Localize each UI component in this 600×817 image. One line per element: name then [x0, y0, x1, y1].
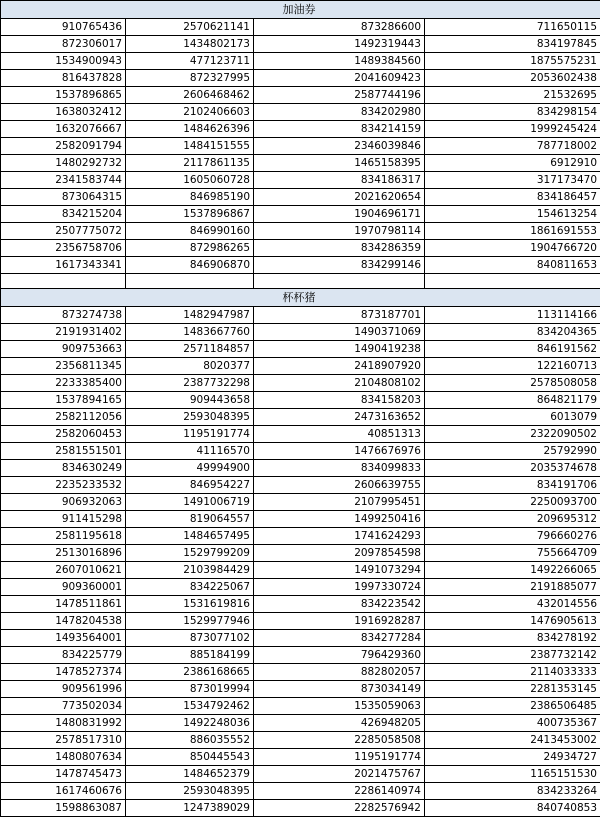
- table-cell[interactable]: 873274738: [1, 307, 126, 324]
- table-row: [1, 307, 600, 324]
- table-cell[interactable]: 834233264: [425, 783, 600, 800]
- table-cell[interactable]: 1535059063: [254, 698, 425, 715]
- table-cell[interactable]: 2507775072: [1, 223, 126, 240]
- table-row: [1, 104, 600, 121]
- section-title[interactable]: 加油券: [1, 1, 600, 19]
- table-row: [1, 223, 600, 240]
- table-cell[interactable]: 796429360: [254, 647, 425, 664]
- table-cell[interactable]: 1482947987: [126, 307, 254, 324]
- table-cell[interactable]: 1499250416: [254, 511, 425, 528]
- table-row: [1, 121, 600, 138]
- table-row: [1, 681, 600, 698]
- table-cell[interactable]: 1999245424: [425, 121, 600, 138]
- table-row: [1, 87, 600, 104]
- table-cell[interactable]: 1478204538: [1, 613, 126, 630]
- table-cell[interactable]: 400735367: [425, 715, 600, 732]
- table-cell[interactable]: 2103984429: [126, 562, 254, 579]
- table-row: [1, 698, 600, 715]
- table-cell[interactable]: 1492248036: [126, 715, 254, 732]
- table-cell[interactable]: 834186317: [254, 172, 425, 189]
- table-cell[interactable]: 846990160: [126, 223, 254, 240]
- table-cell[interactable]: 2233385400: [1, 375, 126, 392]
- table-cell[interactable]: 2356811345: [1, 358, 126, 375]
- table-cell[interactable]: 1480807634: [1, 749, 126, 766]
- table-cell[interactable]: 2191931402: [1, 324, 126, 341]
- table-row: [1, 138, 600, 155]
- table-cell[interactable]: 834099833: [254, 460, 425, 477]
- table-cell[interactable]: 2102406603: [126, 104, 254, 121]
- table-cell[interactable]: 840811653: [425, 257, 600, 274]
- table-cell[interactable]: 834278192: [425, 630, 600, 647]
- blank-row: [1, 274, 600, 289]
- table-row: [1, 647, 600, 664]
- table-cell[interactable]: 864821179: [425, 392, 600, 409]
- table-cell[interactable]: 1490371069: [254, 324, 425, 341]
- table-row: [1, 664, 600, 681]
- table-cell[interactable]: 2607010621: [1, 562, 126, 579]
- table-row: [1, 596, 600, 613]
- table-cell[interactable]: 909753663: [1, 341, 126, 358]
- table-cell[interactable]: 2281353145: [425, 681, 600, 698]
- table-cell[interactable]: 2035374678: [425, 460, 600, 477]
- section-header-row: [1, 1, 600, 19]
- table-cell[interactable]: 1478511861: [1, 596, 126, 613]
- table-cell[interactable]: 1741624293: [254, 528, 425, 545]
- table-cell[interactable]: 113114166: [425, 307, 600, 324]
- table-cell[interactable]: 2041609423: [254, 70, 425, 87]
- table-cell[interactable]: 2285058508: [254, 732, 425, 749]
- table-cell[interactable]: 886035552: [126, 732, 254, 749]
- table-cell[interactable]: 711650115: [425, 19, 600, 36]
- table-cell[interactable]: 911415298: [1, 511, 126, 528]
- table-cell[interactable]: 40851313: [254, 426, 425, 443]
- table-cell[interactable]: 2250093700: [425, 494, 600, 511]
- section-header-row: [1, 289, 600, 307]
- table-cell[interactable]: 2117861135: [126, 155, 254, 172]
- table-row: [1, 155, 600, 172]
- table-cell[interactable]: 1537894165: [1, 392, 126, 409]
- table-row: [1, 749, 600, 766]
- table-cell[interactable]: 1617343341: [1, 257, 126, 274]
- table-cell[interactable]: 873034149: [254, 681, 425, 698]
- table-cell[interactable]: 8020377: [126, 358, 254, 375]
- table-cell[interactable]: 41116570: [126, 443, 254, 460]
- table-cell[interactable]: 909561996: [1, 681, 126, 698]
- table-cell[interactable]: 2593048395: [126, 409, 254, 426]
- table-cell[interactable]: 1534900943: [1, 53, 126, 70]
- table-cell[interactable]: 2282576942: [254, 800, 425, 817]
- table-row: [1, 240, 600, 257]
- table-cell[interactable]: 2386506485: [425, 698, 600, 715]
- table-cell[interactable]: 816437828: [1, 70, 126, 87]
- table-row: [1, 545, 600, 562]
- table-cell[interactable]: 872327995: [126, 70, 254, 87]
- table-cell[interactable]: 2356758706: [1, 240, 126, 257]
- table-row: [1, 189, 600, 206]
- table-cell[interactable]: 834197845: [425, 36, 600, 53]
- table-cell[interactable]: 2021475767: [254, 766, 425, 783]
- table-cell[interactable]: 2104808102: [254, 375, 425, 392]
- table-cell[interactable]: 2582060453: [1, 426, 126, 443]
- table-row: [1, 460, 600, 477]
- table-cell[interactable]: 2286140974: [254, 783, 425, 800]
- table-cell[interactable]: 1484652379: [126, 766, 254, 783]
- table-row: [1, 494, 600, 511]
- empty-cell[interactable]: [254, 274, 425, 289]
- table-cell[interactable]: 1492266065: [425, 562, 600, 579]
- table-cell[interactable]: 2107995451: [254, 494, 425, 511]
- table-cell[interactable]: 2578517310: [1, 732, 126, 749]
- table-cell[interactable]: 846985190: [126, 189, 254, 206]
- table-cell[interactable]: 2346039846: [254, 138, 425, 155]
- table-cell[interactable]: 1537896865: [1, 87, 126, 104]
- table-cell[interactable]: 2582112056: [1, 409, 126, 426]
- table-cell[interactable]: 873019994: [126, 681, 254, 698]
- table-cell[interactable]: 885184199: [126, 647, 254, 664]
- table-cell[interactable]: 834299146: [254, 257, 425, 274]
- table-cell[interactable]: 1531619816: [126, 596, 254, 613]
- table-cell[interactable]: 1489384560: [254, 53, 425, 70]
- table-cell[interactable]: 2114033333: [425, 664, 600, 681]
- table-cell[interactable]: 909443658: [126, 392, 254, 409]
- table-cell[interactable]: 154613254: [425, 206, 600, 223]
- table-cell[interactable]: 1529799209: [126, 545, 254, 562]
- table-row: [1, 511, 600, 528]
- table-row: [1, 528, 600, 545]
- table-cell[interactable]: 432014556: [425, 596, 600, 613]
- table-cell[interactable]: 834225067: [126, 579, 254, 596]
- table-row: [1, 766, 600, 783]
- table-cell[interactable]: 2587744196: [254, 87, 425, 104]
- table-row: [1, 783, 600, 800]
- table-cell[interactable]: 1970798114: [254, 223, 425, 240]
- table-cell[interactable]: 2387732298: [126, 375, 254, 392]
- table-cell[interactable]: 1478527374: [1, 664, 126, 681]
- table-cell[interactable]: 787718002: [425, 138, 600, 155]
- table-row: [1, 392, 600, 409]
- table-cell[interactable]: 2097854598: [254, 545, 425, 562]
- table-row: [1, 562, 600, 579]
- table-cell[interactable]: 1490419238: [254, 341, 425, 358]
- table-cell[interactable]: 1491073294: [254, 562, 425, 579]
- table-cell[interactable]: 834298154: [425, 104, 600, 121]
- table-cell[interactable]: 1478745473: [1, 766, 126, 783]
- table-cell[interactable]: 882802057: [254, 664, 425, 681]
- table-cell[interactable]: 209695312: [425, 511, 600, 528]
- table-row: [1, 257, 600, 274]
- table-cell[interactable]: 2582091794: [1, 138, 126, 155]
- table-cell[interactable]: 873286600: [254, 19, 425, 36]
- table-cell[interactable]: 872986265: [126, 240, 254, 257]
- table-cell[interactable]: 1632076667: [1, 121, 126, 138]
- table-cell[interactable]: 2418907920: [254, 358, 425, 375]
- table-cell[interactable]: 834223542: [254, 596, 425, 613]
- table-cell[interactable]: 1617460676: [1, 783, 126, 800]
- table-cell[interactable]: 49994900: [126, 460, 254, 477]
- table-row: [1, 375, 600, 392]
- table-cell[interactable]: 426948205: [254, 715, 425, 732]
- table-cell[interactable]: 834204365: [425, 324, 600, 341]
- table-row: [1, 358, 600, 375]
- table-cell[interactable]: 2341583744: [1, 172, 126, 189]
- table-cell[interactable]: 2053602438: [425, 70, 600, 87]
- table-cell[interactable]: 846191562: [425, 341, 600, 358]
- table-cell[interactable]: 1492319443: [254, 36, 425, 53]
- table-cell[interactable]: 773502034: [1, 698, 126, 715]
- table-cell[interactable]: 1605060728: [126, 172, 254, 189]
- table-cell[interactable]: 2606639755: [254, 477, 425, 494]
- table-cell[interactable]: 872306017: [1, 36, 126, 53]
- table-cell[interactable]: 24934727: [425, 749, 600, 766]
- table-cell[interactable]: 834191706: [425, 477, 600, 494]
- table-cell[interactable]: 1483667760: [126, 324, 254, 341]
- table-cell[interactable]: 1476676976: [254, 443, 425, 460]
- table-cell[interactable]: 1904766720: [425, 240, 600, 257]
- table-cell[interactable]: 840740853: [425, 800, 600, 817]
- table-cell[interactable]: 1529977946: [126, 613, 254, 630]
- table-row: [1, 36, 600, 53]
- table-cell[interactable]: 1476905613: [425, 613, 600, 630]
- table-cell[interactable]: 1875575231: [425, 53, 600, 70]
- table-cell[interactable]: 2386168665: [126, 664, 254, 681]
- empty-cell[interactable]: [1, 274, 126, 289]
- table-row: [1, 443, 600, 460]
- table-cell[interactable]: 2581195618: [1, 528, 126, 545]
- table-cell[interactable]: 909360001: [1, 579, 126, 596]
- table-row: [1, 715, 600, 732]
- table-cell[interactable]: 1997330724: [254, 579, 425, 596]
- table-row: [1, 324, 600, 341]
- table-cell[interactable]: 834158203: [254, 392, 425, 409]
- table-cell[interactable]: 1480292732: [1, 155, 126, 172]
- table-cell[interactable]: 2606468462: [126, 87, 254, 104]
- empty-cell[interactable]: [126, 274, 254, 289]
- table-cell[interactable]: 2578508058: [425, 375, 600, 392]
- table-row: [1, 800, 600, 817]
- table-cell[interactable]: 1195191774: [254, 749, 425, 766]
- table-cell[interactable]: 846906870: [126, 257, 254, 274]
- table-cell[interactable]: 834215204: [1, 206, 126, 223]
- table-cell[interactable]: 850445543: [126, 749, 254, 766]
- table-cell[interactable]: 1916928287: [254, 613, 425, 630]
- empty-cell[interactable]: [425, 274, 600, 289]
- table-cell[interactable]: 1484626396: [126, 121, 254, 138]
- table-cell[interactable]: 873077102: [126, 630, 254, 647]
- table-cell[interactable]: 873064315: [1, 189, 126, 206]
- table-cell[interactable]: 6912910: [425, 155, 600, 172]
- table-cell[interactable]: 873187701: [254, 307, 425, 324]
- table-cell[interactable]: 122160713: [425, 358, 600, 375]
- table-cell[interactable]: 2570621141: [126, 19, 254, 36]
- table-cell[interactable]: 25792990: [425, 443, 600, 460]
- table-cell[interactable]: 2413453002: [425, 732, 600, 749]
- table-cell[interactable]: 2571184857: [126, 341, 254, 358]
- table-cell[interactable]: 834225779: [1, 647, 126, 664]
- table-cell[interactable]: 317173470: [425, 172, 600, 189]
- table-cell[interactable]: 796660276: [425, 528, 600, 545]
- table-cell[interactable]: 1491006719: [126, 494, 254, 511]
- table-cell[interactable]: 1465158395: [254, 155, 425, 172]
- table-cell[interactable]: 2191885077: [425, 579, 600, 596]
- table-cell[interactable]: 834277284: [254, 630, 425, 647]
- table-row: [1, 206, 600, 223]
- table-cell[interactable]: 834630249: [1, 460, 126, 477]
- table-cell[interactable]: 834186457: [425, 189, 600, 206]
- table-cell[interactable]: 1904696171: [254, 206, 425, 223]
- table-row: [1, 732, 600, 749]
- table-row: [1, 341, 600, 358]
- table-row: [1, 70, 600, 87]
- table-cell[interactable]: 477123711: [126, 53, 254, 70]
- table-cell[interactable]: 755664709: [425, 545, 600, 562]
- table-cell[interactable]: 1434802173: [126, 36, 254, 53]
- table-row: [1, 477, 600, 494]
- table-cell[interactable]: 910765436: [1, 19, 126, 36]
- table-cell[interactable]: 906932063: [1, 494, 126, 511]
- table-cell[interactable]: 1598863087: [1, 800, 126, 817]
- table-cell[interactable]: 1861691553: [425, 223, 600, 240]
- table-cell[interactable]: 2593048395: [126, 783, 254, 800]
- table-cell[interactable]: 1493564001: [1, 630, 126, 647]
- table-row: [1, 579, 600, 596]
- table-cell[interactable]: 1537896867: [126, 206, 254, 223]
- table-cell[interactable]: 21532695: [425, 87, 600, 104]
- table-cell[interactable]: 2235233532: [1, 477, 126, 494]
- table-cell[interactable]: 2473163652: [254, 409, 425, 426]
- table-cell[interactable]: 2513016896: [1, 545, 126, 562]
- table-cell[interactable]: 1247389029: [126, 800, 254, 817]
- table-row: [1, 172, 600, 189]
- table-cell[interactable]: 2581551501: [1, 443, 126, 460]
- table-cell[interactable]: 2322090502: [425, 426, 600, 443]
- table-cell[interactable]: 846954227: [126, 477, 254, 494]
- table-row: [1, 613, 600, 630]
- table-cell[interactable]: 834286359: [254, 240, 425, 257]
- table-cell[interactable]: 1195191774: [126, 426, 254, 443]
- table-row: [1, 630, 600, 647]
- table-cell[interactable]: 1165151530: [425, 766, 600, 783]
- table-cell[interactable]: 1484151555: [126, 138, 254, 155]
- table-row: [1, 409, 600, 426]
- table-row: [1, 53, 600, 70]
- table-cell[interactable]: 834202980: [254, 104, 425, 121]
- table-cell[interactable]: 2387732142: [425, 647, 600, 664]
- table-cell[interactable]: 819064557: [126, 511, 254, 528]
- table-cell[interactable]: 6013079: [425, 409, 600, 426]
- table-cell[interactable]: 1638032412: [1, 104, 126, 121]
- table-row: [1, 426, 600, 443]
- table-cell[interactable]: 1534792462: [126, 698, 254, 715]
- table-cell[interactable]: 1480831992: [1, 715, 126, 732]
- table-cell[interactable]: 834214159: [254, 121, 425, 138]
- table-cell[interactable]: 2021620654: [254, 189, 425, 206]
- table-row: [1, 19, 600, 36]
- section-title[interactable]: 杯杯猪: [1, 289, 600, 307]
- table-cell[interactable]: 1484657495: [126, 528, 254, 545]
